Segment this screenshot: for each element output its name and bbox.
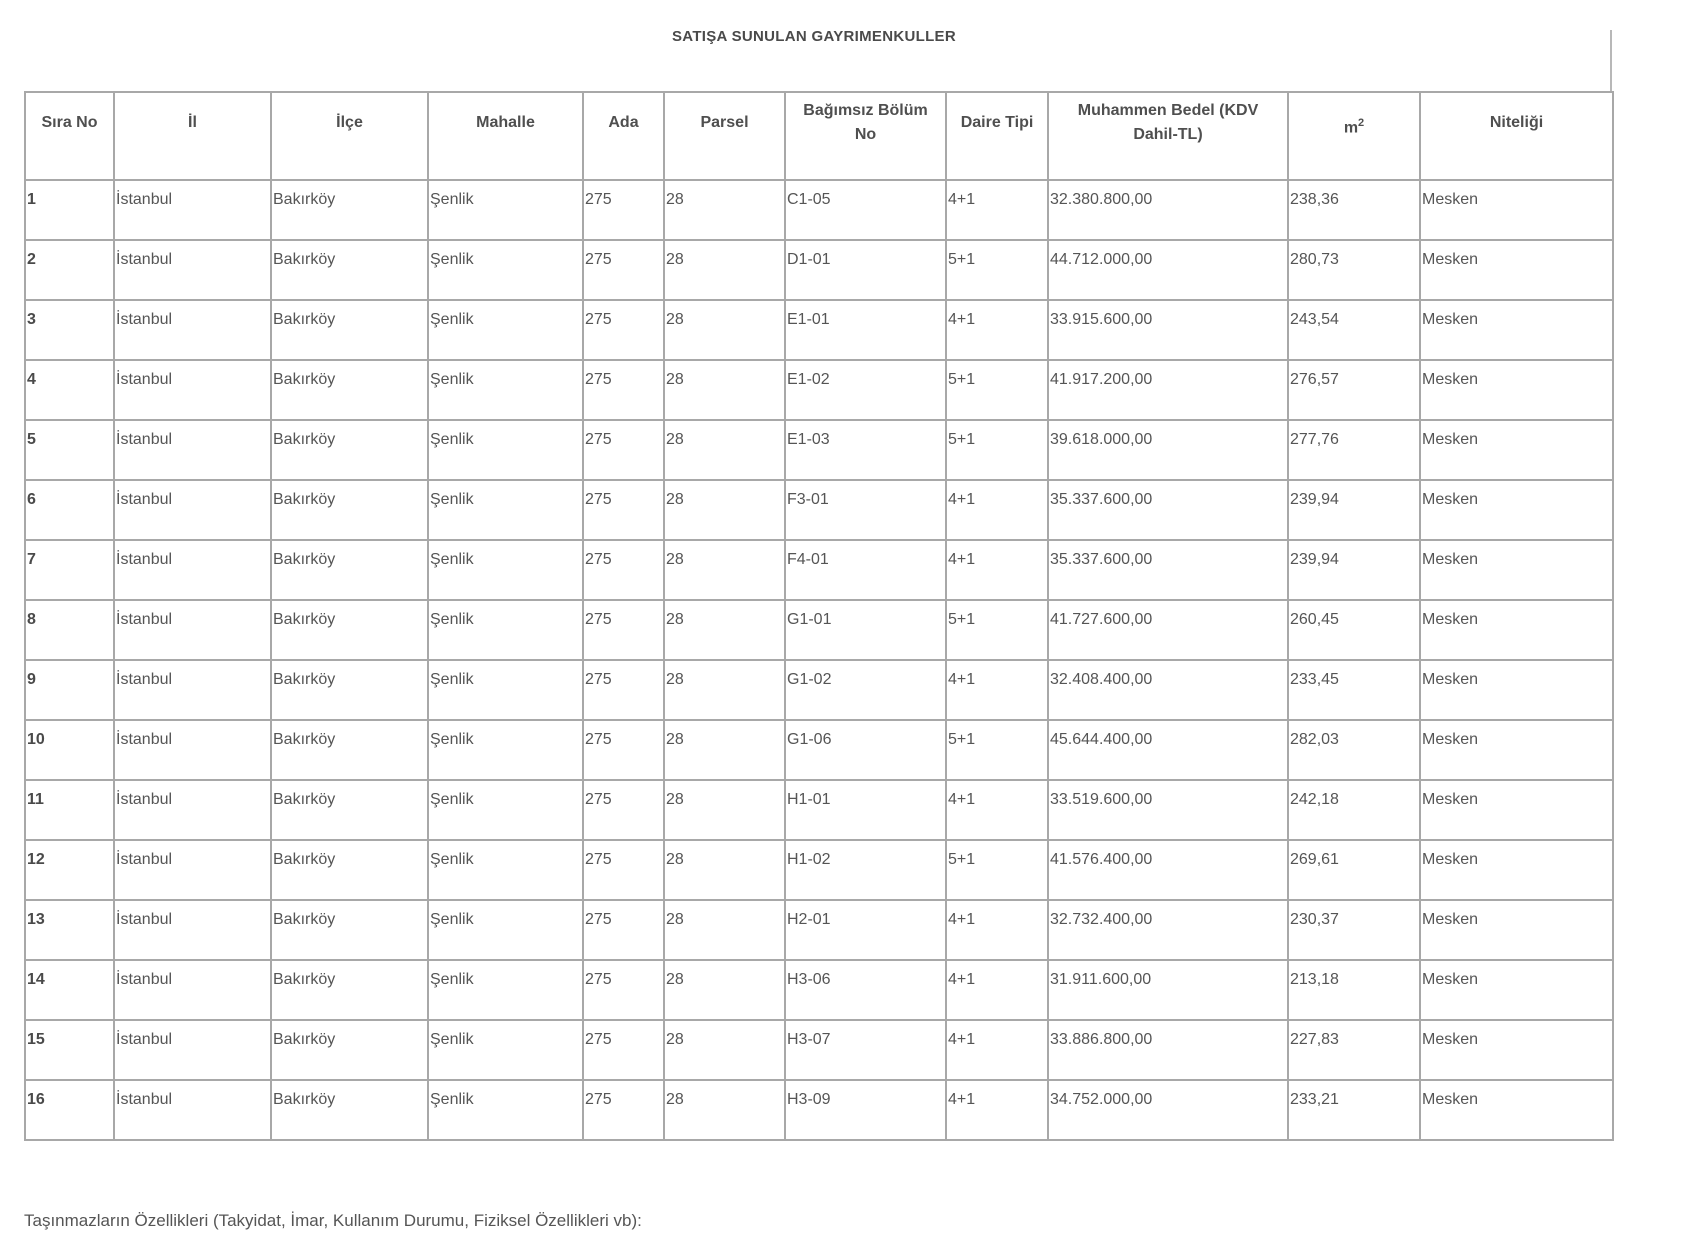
cell-il: İstanbul [114,360,271,420]
cell-ilce: Bakırköy [271,1080,428,1140]
cell-ada: 275 [583,420,664,480]
cell-muhammen-bedel: 33.915.600,00 [1048,300,1288,360]
header-mahalle: Mahalle [428,92,583,180]
cell-m2: 213,18 [1288,960,1420,1020]
cell-ilce: Bakırköy [271,180,428,240]
cell-sira-no: 8 [25,600,114,660]
header-bagimsiz-bolum-no: Bağımsız Bölüm No [785,92,946,180]
cell-muhammen-bedel: 33.519.600,00 [1048,780,1288,840]
cell-niteligi: Mesken [1420,1020,1613,1080]
table-row [25,1020,1613,1080]
cell-niteligi: Mesken [1420,660,1613,720]
cell-daire-tipi: 5+1 [946,240,1048,300]
table-row [25,360,1613,420]
table-row [25,840,1613,900]
cell-m2: 276,57 [1288,360,1420,420]
cell-muhammen-bedel: 33.886.800,00 [1048,1020,1288,1080]
table-row [25,540,1613,600]
cell-muhammen-bedel: 35.337.600,00 [1048,480,1288,540]
cell-daire-tipi: 4+1 [946,660,1048,720]
cell-il: İstanbul [114,660,271,720]
cell-sira-no: 15 [25,1020,114,1080]
cell-daire-tipi: 4+1 [946,540,1048,600]
cell-parsel: 28 [664,540,785,600]
cell-daire-tipi: 5+1 [946,360,1048,420]
cell-mahalle: Şenlik [428,420,583,480]
table-row [25,420,1613,480]
cell-daire-tipi: 5+1 [946,720,1048,780]
cell-m2: 260,45 [1288,600,1420,660]
cell-m2: 269,61 [1288,840,1420,900]
cell-m2: 239,94 [1288,540,1420,600]
cell-sira-no: 11 [25,780,114,840]
cell-niteligi: Mesken [1420,780,1613,840]
cell-daire-tipi: 5+1 [946,840,1048,900]
cell-ilce: Bakırköy [271,360,428,420]
cell-sira-no: 12 [25,840,114,900]
cell-ada: 275 [583,1080,664,1140]
header-ilce: İlçe [271,92,428,180]
cell-muhammen-bedel: 35.337.600,00 [1048,540,1288,600]
cell-ada: 275 [583,780,664,840]
cell-niteligi: Mesken [1420,180,1613,240]
cell-muhammen-bedel: 39.618.000,00 [1048,420,1288,480]
property-table [24,91,1614,1141]
table-row [25,780,1613,840]
cell-bagimsiz-bolum-no: H2-01 [785,900,946,960]
cell-bagimsiz-bolum-no: C1-05 [785,180,946,240]
cell-mahalle: Şenlik [428,840,583,900]
cell-niteligi: Mesken [1420,900,1613,960]
cell-mahalle: Şenlik [428,1080,583,1140]
cell-sira-no: 14 [25,960,114,1020]
cell-ilce: Bakırköy [271,720,428,780]
cell-ilce: Bakırköy [271,240,428,300]
cell-sira-no: 9 [25,660,114,720]
cell-parsel: 28 [664,420,785,480]
cell-daire-tipi: 4+1 [946,180,1048,240]
cell-niteligi: Mesken [1420,960,1613,1020]
cell-il: İstanbul [114,600,271,660]
cell-il: İstanbul [114,720,271,780]
cell-bagimsiz-bolum-no: F3-01 [785,480,946,540]
cell-daire-tipi: 4+1 [946,1080,1048,1140]
cell-muhammen-bedel: 32.732.400,00 [1048,900,1288,960]
cell-sira-no: 13 [25,900,114,960]
cell-ilce: Bakırköy [271,600,428,660]
table-row [25,960,1613,1020]
header-sira-no: Sıra No [25,92,114,180]
cell-ilce: Bakırköy [271,900,428,960]
cell-niteligi: Mesken [1420,840,1613,900]
cell-daire-tipi: 4+1 [946,1020,1048,1080]
cell-niteligi: Mesken [1420,420,1613,480]
cell-mahalle: Şenlik [428,660,583,720]
table-row [25,660,1613,720]
cell-daire-tipi: 4+1 [946,480,1048,540]
cell-il: İstanbul [114,900,271,960]
cell-ilce: Bakırköy [271,420,428,480]
cell-sira-no: 16 [25,1080,114,1140]
cell-m2: 230,37 [1288,900,1420,960]
cell-muhammen-bedel: 41.576.400,00 [1048,840,1288,900]
header-daire-tipi: Daire Tipi [946,92,1048,180]
table-row [25,720,1613,780]
cell-mahalle: Şenlik [428,960,583,1020]
cell-m2: 227,83 [1288,1020,1420,1080]
cell-il: İstanbul [114,240,271,300]
cell-ilce: Bakırköy [271,540,428,600]
cell-m2: 238,36 [1288,180,1420,240]
cell-il: İstanbul [114,1080,271,1140]
cell-ilce: Bakırköy [271,840,428,900]
cell-ada: 275 [583,1020,664,1080]
cell-ada: 275 [583,480,664,540]
cell-bagimsiz-bolum-no: E1-03 [785,420,946,480]
cell-ada: 275 [583,600,664,660]
cell-sira-no: 5 [25,420,114,480]
header-il: İl [114,92,271,180]
cell-muhammen-bedel: 32.408.400,00 [1048,660,1288,720]
cell-il: İstanbul [114,480,271,540]
cell-niteligi: Mesken [1420,300,1613,360]
cell-ilce: Bakırköy [271,660,428,720]
cell-mahalle: Şenlik [428,480,583,540]
table-row [25,300,1613,360]
cell-m2: 277,76 [1288,420,1420,480]
cell-parsel: 28 [664,240,785,300]
cell-bagimsiz-bolum-no: F4-01 [785,540,946,600]
cell-bagimsiz-bolum-no: H1-02 [785,840,946,900]
cell-ada: 275 [583,840,664,900]
cell-ada: 275 [583,300,664,360]
cell-sira-no: 1 [25,180,114,240]
cell-bagimsiz-bolum-no: G1-01 [785,600,946,660]
header-ada: Ada [583,92,664,180]
cell-bagimsiz-bolum-no: G1-02 [785,660,946,720]
cell-parsel: 28 [664,660,785,720]
cell-mahalle: Şenlik [428,600,583,660]
cell-mahalle: Şenlik [428,780,583,840]
cell-bagimsiz-bolum-no: H1-01 [785,780,946,840]
cell-mahalle: Şenlik [428,1020,583,1080]
cell-daire-tipi: 4+1 [946,900,1048,960]
page-title: SATIŞA SUNULAN GAYRIMENKULLER [672,28,956,45]
cell-ada: 275 [583,540,664,600]
cell-parsel: 28 [664,360,785,420]
table-row [25,480,1613,540]
table-row [25,900,1613,960]
cell-m2: 233,45 [1288,660,1420,720]
cell-bagimsiz-bolum-no: H3-07 [785,1020,946,1080]
cell-daire-tipi: 5+1 [946,600,1048,660]
header-m2: $m^2$ [1288,92,1420,180]
cell-ada: 275 [583,900,664,960]
table-row [25,180,1613,240]
cell-il: İstanbul [114,960,271,1020]
cell-niteligi: Mesken [1420,480,1613,540]
table-row [25,1080,1613,1140]
cell-sira-no: 6 [25,480,114,540]
cell-bagimsiz-bolum-no: E1-02 [785,360,946,420]
cell-bagimsiz-bolum-no: H3-06 [785,960,946,1020]
cell-ilce: Bakırköy [271,480,428,540]
cell-m2: 282,03 [1288,720,1420,780]
cell-ada: 275 [583,180,664,240]
cell-sira-no: 3 [25,300,114,360]
cell-mahalle: Şenlik [428,360,583,420]
cell-mahalle: Şenlik [428,240,583,300]
cell-niteligi: Mesken [1420,360,1613,420]
cell-mahalle: Şenlik [428,300,583,360]
cell-niteligi: Mesken [1420,240,1613,300]
cell-daire-tipi: 5+1 [946,420,1048,480]
cell-sira-no: 2 [25,240,114,300]
cell-ada: 275 [583,240,664,300]
cell-il: İstanbul [114,540,271,600]
cell-il: İstanbul [114,420,271,480]
cell-daire-tipi: 4+1 [946,780,1048,840]
cell-ilce: Bakırköy [271,960,428,1020]
cell-sira-no: 4 [25,360,114,420]
header-niteligi: Niteliği [1420,92,1613,180]
cell-il: İstanbul [114,780,271,840]
cell-muhammen-bedel: 41.727.600,00 [1048,600,1288,660]
cell-sira-no: 10 [25,720,114,780]
cell-muhammen-bedel: 31.911.600,00 [1048,960,1288,1020]
cell-parsel: 28 [664,960,785,1020]
cell-parsel: 28 [664,900,785,960]
cell-muhammen-bedel: 44.712.000,00 [1048,240,1288,300]
table-row [25,600,1613,660]
table-edge-rule [1610,30,1612,92]
cell-il: İstanbul [114,180,271,240]
cell-daire-tipi: 4+1 [946,300,1048,360]
cell-ilce: Bakırköy [271,300,428,360]
cell-il: İstanbul [114,300,271,360]
cell-muhammen-bedel: 41.917.200,00 [1048,360,1288,420]
cell-m2: 243,54 [1288,300,1420,360]
header-parsel: Parsel [664,92,785,180]
cell-parsel: 28 [664,840,785,900]
cell-niteligi: Mesken [1420,600,1613,660]
cell-mahalle: Şenlik [428,180,583,240]
cell-m2: 280,73 [1288,240,1420,300]
cell-m2: 239,94 [1288,480,1420,540]
cell-sira-no: 7 [25,540,114,600]
cell-parsel: 28 [664,600,785,660]
table-header-row [25,92,1613,180]
cell-parsel: 28 [664,300,785,360]
cell-ada: 275 [583,720,664,780]
cell-muhammen-bedel: 32.380.800,00 [1048,180,1288,240]
cell-ilce: Bakırköy [271,1020,428,1080]
cell-niteligi: Mesken [1420,720,1613,780]
cell-m2: 233,21 [1288,1080,1420,1140]
cell-bagimsiz-bolum-no: G1-06 [785,720,946,780]
cell-mahalle: Şenlik [428,720,583,780]
cell-mahalle: Şenlik [428,900,583,960]
cell-mahalle: Şenlik [428,540,583,600]
cell-parsel: 28 [664,1020,785,1080]
cell-parsel: 28 [664,1080,785,1140]
cell-parsel: 28 [664,480,785,540]
cell-bagimsiz-bolum-no: E1-01 [785,300,946,360]
cell-daire-tipi: 4+1 [946,960,1048,1020]
cell-muhammen-bedel: 34.752.000,00 [1048,1080,1288,1140]
cell-il: İstanbul [114,1020,271,1080]
cell-parsel: 28 [664,180,785,240]
cell-bagimsiz-bolum-no: H3-09 [785,1080,946,1140]
cell-il: İstanbul [114,840,271,900]
cell-niteligi: Mesken [1420,540,1613,600]
table-row [25,240,1613,300]
cell-muhammen-bedel: 45.644.400,00 [1048,720,1288,780]
cell-ada: 275 [583,660,664,720]
cell-m2: 242,18 [1288,780,1420,840]
cell-niteligi: Mesken [1420,1080,1613,1140]
cell-ada: 275 [583,960,664,1020]
cell-ada: 275 [583,360,664,420]
cell-parsel: 28 [664,780,785,840]
header-muhammen-bedel: Muhammen Bedel (KDV Dahil-TL) [1048,92,1288,180]
footer-note: Taşınmazların Özellikleri (Takyidat, İmar, Kullanım Durumu, Fiziksel Özellikleri vb): [24,1211,642,1230]
cell-parsel: 28 [664,720,785,780]
cell-bagimsiz-bolum-no: D1-01 [785,240,946,300]
cell-ilce: Bakırköy [271,780,428,840]
